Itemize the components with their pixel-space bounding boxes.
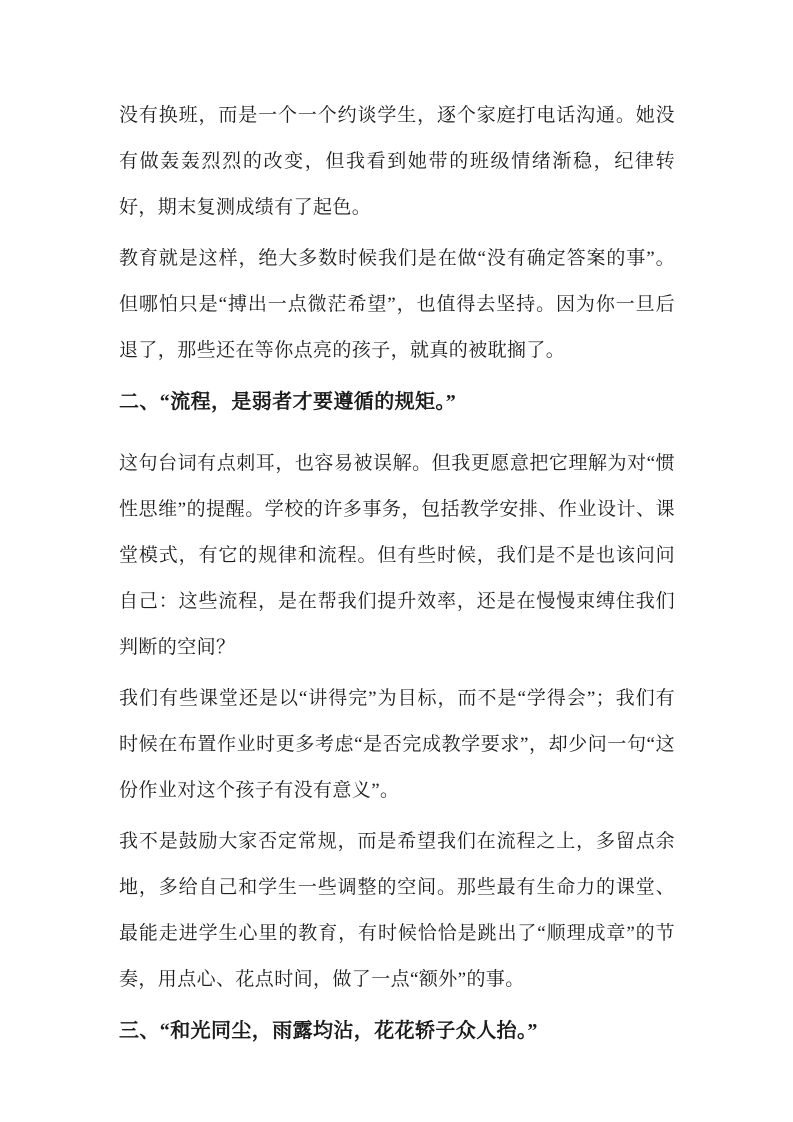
body-paragraph: 我不是鼓励大家否定常规，而是希望我们在流程之上，多留点余地，多给自己和学生一些调整的空间。那些最有生命力的课堂、最能走进学生心里的教育，有时候恰恰是跳出了“顺理成章”的节奏，用点心、花点时间，做了一点“额外”的事。 (119, 831, 675, 990)
body-paragraph: 没有换班，而是一个一个约谈学生，逐个家庭打电话沟通。她没有做轰轰烈烈的改变，但我看到她带的班级情绪渐稳，纪律转好，期末复测成绩有了起色。 (119, 105, 675, 218)
body-paragraph: 教育就是这样，绝大多数时候我们是在做“没有确定答案的事”。但哪怕只是“搏出一点微茫希望”，也值得去坚持。因为你一旦后退了，那些还在等你点亮的孩子，就真的被耽搁了。 (119, 248, 675, 361)
section-heading-3: 三、“和光同尘，雨露均沾，花花轿子众人抬。” (119, 1020, 538, 1042)
body-paragraph: 我们有些课堂还是以“讲得完”为目标，而不是“学得会”；我们有时候在布置作业时更多考虑“是否完成教学要求”，却少问一句“这份作业对这个孩子有没有意义”。 (119, 688, 675, 801)
body-paragraph: 这句台词有点刺耳，也容易被误解。但我更愿意把它理解为对“惯性思维”的提醒。学校的许多事务，包括教学安排、作业设计、课堂模式，有它的规律和流程。但有些时候，我们是不是也该问问自己：这些流程，是在帮我们提升效率，还是在慢慢束缚住我们判断的空间？ (119, 453, 675, 658)
section-heading-2: 二、“流程，是弱者才要遵循的规矩。” (119, 391, 457, 413)
